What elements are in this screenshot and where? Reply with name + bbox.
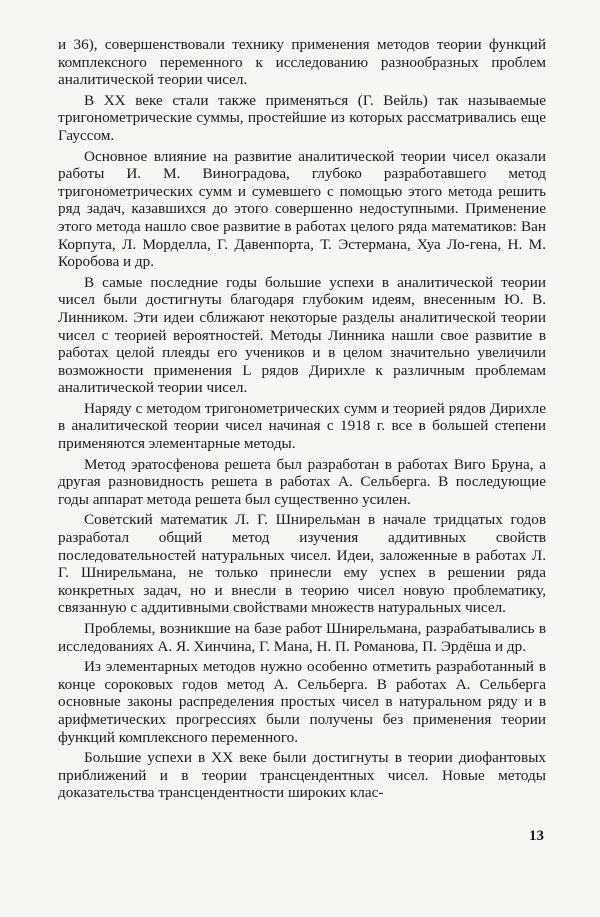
paragraph-sieve: Метод эратосфенова решета был разработан в работах Виго Бруна, а другая разновидность решета в работах А. Сельберга. В последующие годы аппарат метода решета был существенно усилен. <box>58 455 546 508</box>
paragraph-selberg: Из элементарных методов нужно особенно отметить разработанный в конце сороковых годов метод А. Сельберга. В работах А. Сельберга основные законы распределения простых чисел в натуральном ряду и в арифметических прогрессиях были получены без применения теории функций комплексного переменного. <box>58 658 546 746</box>
paragraph-weyl-sums: В XX веке стали также применяться (Г. Вейль) так называемые тригонометрические суммы, простейшие из которых рассматривались еще Гауссом. <box>58 91 546 144</box>
text-column <box>58 36 546 805</box>
paragraph-schnirelmann-followers: Проблемы, возникшие на базе работ Шнирельмана, разрабатывались в исследованиях А. Я. Хинчина, Г. Мана, Н. П. Романова, П. Эрдёша и др. <box>58 620 546 655</box>
paragraph-diophantine: Большие успехи в XX веке были достигнуты в теории диофантовых приближений и в теории трансцендентных чисел. Новые методы доказательства трансцендентности широких клас- <box>58 749 546 802</box>
paragraph-continuation: и 36), совершенствовали технику применения методов теории функций комплексного переменного к исследованию разнообразных проблем аналитической теории чисел. <box>58 36 546 89</box>
paragraph-vinogradov: Основное влияние на развитие аналитической теории чисел оказали работы И. М. Виноградова, глубоко разработавшего метод тригонометрических сумм и сумевшего с помощью этого метода решить ряд задач, казавшихся до этого совершенно недоступными. Применение этого метода нашло свое развитие в работах целого ряда математиков: Ван Корпута, Л. Морделла, Г. Давенпорта, Т. Эстермана, Хуа Ло-гена, Н. М. Коробова и др. <box>58 147 546 271</box>
page-number: 13 <box>529 828 544 844</box>
paragraph-elementary-methods: Наряду с методом тригонометрических сумм и теорией рядов Дирихле в аналитической теории чисел начиная с 1918 г. все в большей степени применяются элементарные методы. <box>58 399 546 453</box>
paragraph-schnirelmann: Советский математик Л. Г. Шнирельман в начале тридцатых годов разработал общий метод изучения аддитивных свойств последовательностей натуральных чисел. Идеи, заложенные в работах Л. Г. Шнирельмана, не только принесли ему успех в решении ряда конкретных задач, но и внесли в теорию чисел новую проблематику, связанную с аддитивными свойствами множеств натуральных чисел. <box>58 511 546 617</box>
paragraph-linnik: В самые последние годы большие успехи в аналитической теории чисел были достигнуты благодаря глубоким идеям, внесенным Ю. В. Линником. Эти идеи сближают некоторые разделы аналитической теории чисел с теорией вероятностей. Методы Линника нашли свое развитие в работах целой плеяды его учеников и в целом значительно увеличили возможности применения L рядов Дирихле к различным проблемам аналитической теории чисел. <box>58 273 546 397</box>
